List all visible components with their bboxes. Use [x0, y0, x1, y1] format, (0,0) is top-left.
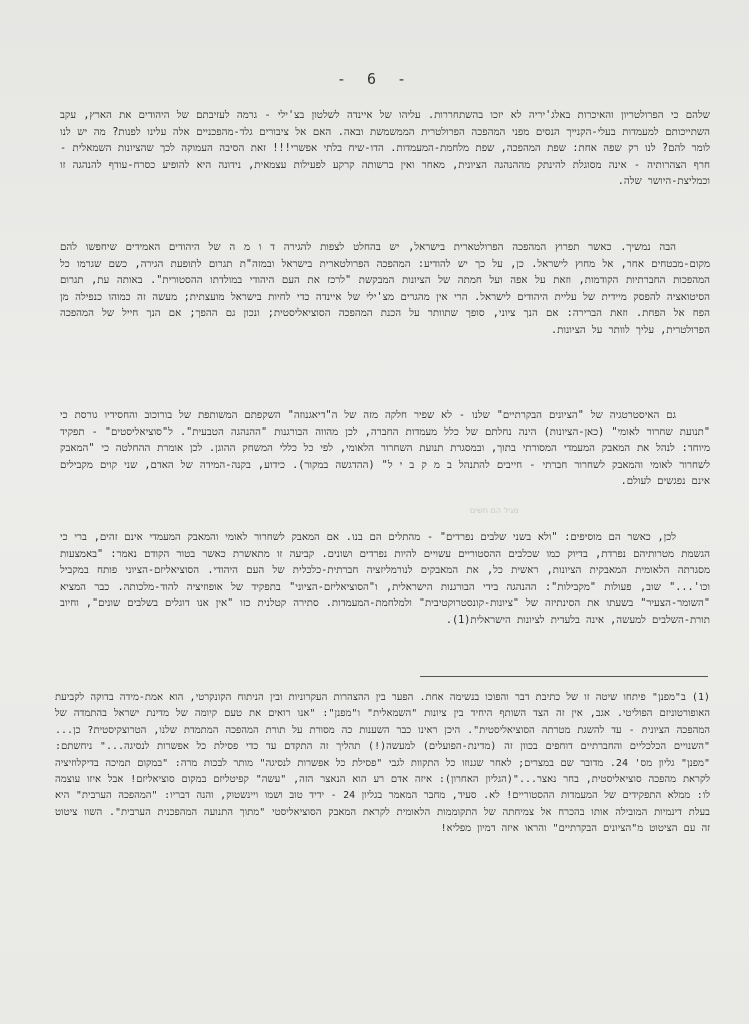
paragraph-3 [60, 408, 710, 491]
paragraph-1 [60, 108, 710, 191]
footnote-divider [420, 676, 708, 677]
paragraph-text: גם האיסטרטגיה של "הציונים הבקרתיים" שלנו - לא שפיר חלקה מזה של ה"דיאגנוזה" השקפתם המשותפת של בורוכוב והחסידיו גורסת כי "תנועת שחרור לאומי" (כאן-הציונות) הינה נחלתם של כלל מעמדות החברה, לכן מהווה הבורגנות "ההנהגה הטבעית". ל"סוציאליסטים" - תפקיד מיוחד: לנהל את המאבק המעמדי המסורתי בתוך, ובמסגרת תנועת השחרור הלאומי, לפי כל כללי המשחק ההוגן. לכן אומרת ההחלטה כי "המאבק לשחרור לאומי והמאבק לשחרור חברתי - חייבים להתנהל ב מ ק ב י ל" (ההדגשה במקור). כידוע, בקנה-המידה של האדם, שני קוים מקבילים אינם נפגשים לעולם. [60, 410, 710, 488]
paragraph-text: שלהם כי הפרולטריון והאיכרות באלג'יריה לא יזכו בהשתחררות. עליהו של איינדה לשלטון בצ'ילי - גרמה לעזיבתם של היהודים את הארץ, עקב השתייכותם למעמדות בעלי-הקנייך הנסים מפני המהפכה הפרולטרית הממשמשת ובאה. האם אל ציבורים גלד-מהפכניים אלה עלינו לפנות? מה יש לנו לומר להם? לנו רק שפה אחת: שפת המהפכה, שפת מלחמת-המעמדות. הדו-שיח בלתי אפשרי!!! זאת הסיבה העמוקה לכך שהציונות השמאלית - חרף הצהרותיה - אינה מסוגלת להינתק מההנהגה הציונית, מאחר ואין ברשותה קרקע לפעילות עצמאית, נידונה היא להופיע כסרח-עודף להנהגה זו וכמליצת-היושר שלה. [60, 110, 710, 188]
paragraph-4 [60, 530, 710, 630]
paragraph-text: לכן, כאשר הם מוסיפים: "ולא בשני שלבים נפרדים" - מהתלים הם בנו. אם המאבק לשחרור לאומי והמאבק המעמדי אינם זהים, ברי כי הגשמת מטרותיהם נפרדת, בדיוק כמו שכלבים ההסטוריים עשויים להיות נפרדים ושונים. קביעה זו מתאשרת כאשר בטור הקודם נאמר: "באמצעות מסגרתה הלאומית המאבקית הציונות, ראשית כל, את המאבקים לנורמליזציה חברתית-כלכלית של העם היהודי. הסוציאליזם-הציוני פותח במקביל וכו'..." שוב, פעולות "מקבילות": ההנהגה בידי הבורגנות הישראלית, ו"הסוציאליזם-הציוני" בתפקיד של אופוזיציה להוד-מלכותה. כבר המציא "השומר-הצעיר" בשעתו את הסינתיזה של "ציונות-קונסטרוקטיבית" ולמלחמת-המעמדות. סתירה קטלנית כזו "אין אנו דוגלים בשלבים שונים", וחיוב תורת-השלבים למעשה, אינה בלעדית לציונות הישראלית(1). [60, 532, 710, 626]
bleed-through-text: מגיל הם חשים [470, 506, 519, 515]
paragraph-text: הבה נמשיך. כאשר תפרוץ המהפכה הפרולטארית בישראל, יש בהחלט לצפות להגירה ד ו מ ה של היהודים האמידים שיחפשו להם מקום-מבטחים אחר, אל מחוץ לישראל. כן, על כך יש להודיע: המהפכה הפרולטארית בישראל ובמזה"ת תגרום לתופעת הגירה, כשם שגרמו כל המהפכות החברתיות הקודמות, וזאת על אפה ועל חמתה של הציונות המבקשת "לרכז את העם היהודי במולדתו ההסטורית". באותה עת, תגרום הסיטואציה להפסק מיידית של עליית היהודים לישראל. הרי אין מהגרים מצ'ילי של איינדה כדי לחיות בישראל מועצתית; מעשה זה כמוהו כנפילה מן הפח אל הפחת. וזאת הברירה: אם הנך ציוני, סופך שתוותר על הכנת המהפכה הסוציאליסטית; ונכון גם ההפך; אם הנך חייל של המהפכה הפרולטרית, עליך לוותר על הציונות. [60, 242, 710, 336]
page-number: - 6 - [336, 70, 413, 88]
footnote: (1) ב"מפנן" פיתחו שיטה זו של כתיבת דבר והפוכו בנשימה אחת. הפער בין ההצהרות העקרוניות ובין הניתוח הקונקרטי, הוא אמת-מידה בדוקה לקביעת האופורטוניזם הפוליטי. אגב, אין זה הצד השותף היחיד בין ציונות "השמאלית" ו"מפנן": "אנו רואים את טעם קיומה של מדינת ישראל בהתמדה של המהפכה הציונית - עד להשגת מטרתה הסוציאליסטית". היכן ראינו כבר השענות כה מסורת על תורת המהפכה המתמדת שלנו, הטרוצקיסטית? כן... "השנויים הכלכליים והחברתיים דוחפים בכוון זה (מדינת-הפועלים) למעשה(!) תהליך זה התקדם עד כדי פסילת כל אפשרות לנסיגה..." ניחשתם: "מפנן" גליון מס' 24. מדובר שם במצרים; לאחר שגנוזו כל התקוות לגבי "פסילת כל אפשרות לנסיגה" מותר לבכות מרה: "במקום תמיכה בדיקלוזיציה לקראת מהפכה סוציאליסטית, בחר נאצר..."(הגליון האחרון): איזה אדם רע הוא הנאצר הזה, "עשה" קפיטליזם במקום סוציאליזם! אבל איזו עוצמה לו: ממלא התפקידים של המעמדות ההסטוריים! לא. סעיד, מחבר המאמר בגליון 24 - ידיד טוב ושמו ויינשטוק, והנה דבריו: "המהפכה הערבית" היא בעלת דינמיות המובילה אותו בהכרח אל צמיחתה של התקוממות הלאומית לקראת המאבק הסוציאליסטי "מתוך התנועה המהפכנית הערבית". השוו ציטוט זה עם הציטוט מ"הציונים הבקרתיים" והראו איזה דמיון מפליא! [55, 692, 710, 835]
paragraph-2 [60, 240, 710, 340]
